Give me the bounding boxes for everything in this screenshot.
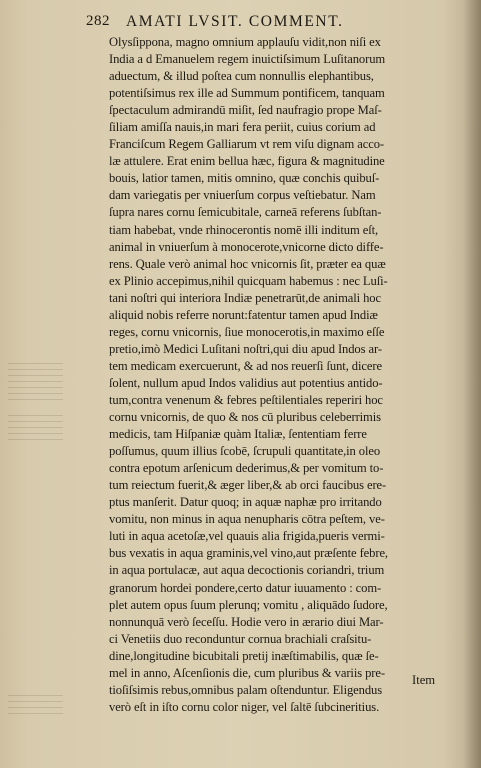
running-head: AMATI LVSIT. COMMENT. [126, 13, 344, 30]
text-line: ſpectaculum admirandū miſit, ſed naufragio prope Maſ- [109, 103, 382, 118]
text-line: nonnunquā verò ſeceſſu. Hodie vero in ærario diui Mar- [109, 614, 384, 629]
text-line: bus vexatis in aqua graminis,vel vino,aut præſente febre, [109, 546, 388, 561]
text-line: tum,contra venenum & febres peſtilentiales reperiri hoc [109, 392, 383, 407]
text-line: mel in anno, Aſcenſionis die, cum pluribus & variis pre- [109, 665, 385, 680]
page-header [86, 13, 446, 35]
text-line: aduectum, & illud poſtea cum nonnullis elephantibus, [109, 69, 374, 84]
text-line: tem medicam exercuerunt, & ad nos reuerſi ſunt, dicere [109, 358, 382, 373]
text-line: in aqua portulacæ, aut aqua decoctionis coriandri, trium [109, 563, 385, 578]
page-number: 282 [86, 13, 110, 29]
text-line: luti in aqua acetoſæ,vel quauis alia frigida,pueris vermi- [109, 529, 385, 544]
text-line: bouis, latior tamen, mitis omnino, quæ conchis quibuſ- [109, 171, 380, 186]
body-text [109, 34, 454, 716]
text-line: cornu vnicornis, de quo & nos cū pluribus celeberrimis [109, 410, 381, 425]
text-line: ſiliam amiſſa nauis,in mari fera periit, cuius corium ad [109, 120, 376, 135]
text-line: potentiſsimus rex ille ad Summum pontificem, tanquam [109, 86, 385, 101]
text-line: contra epotum arſenicum dederimus,& per vomitum to- [109, 461, 384, 476]
show-through-text [8, 690, 63, 714]
show-through-text [8, 360, 63, 400]
text-line: ex Plinio accepimus,nihil quicquam habemus : nec Luſi- [109, 273, 388, 288]
text-line: tum reiectum fuerit,& æger liber,& ab orci faucibus ere- [109, 478, 387, 493]
text-line: granorum hordei pondere,certo datur iuuamento : com- [109, 580, 382, 595]
show-through-text [8, 410, 63, 440]
text-line: dine,longitudine bicubitali pretij inæſtimabilis, quæ ſe- [109, 648, 379, 663]
text-line: poſſumus, quum illius ſcobē, ſcrupuli quantitate,in oleo [109, 444, 381, 459]
catchword: Item [412, 673, 436, 687]
text-line: rens. Quale verò animal hoc vnicornis ſit, præter ea quæ [109, 256, 386, 271]
text-line: aliquid nobis referre norunt:fatentur tamen apud Indiæ [109, 307, 378, 322]
text-line: India a d Emanuelem regem inuictiſsimum Luſitanorum [109, 52, 386, 67]
text-line: Olysſippona, magno omnium applauſu vidit,non niſi ex [109, 35, 381, 49]
text-line: ptus manſerit. Datur quoq; in aquæ naphæ pro irritando [109, 495, 382, 510]
text-line: dam variegatis per vniuerſum corpus veſtiebatur. Nam [109, 188, 376, 203]
text-line: ci Venetiis duo reconduntur cornua brachiali craſsitu- [109, 631, 372, 646]
text-line: vomitu, non minus in aqua nenupharis cōtra peſtem, ve- [109, 512, 385, 527]
text-line: tani noſtri qui interiora Indiæ penetrarūt,de animali hoc [109, 290, 381, 305]
text-line: Franciſcum Regem Galliarum vt rem viſu dignam acco- [109, 137, 385, 152]
page-edge-shadow [463, 0, 481, 768]
text-line: læ attulere. Erat enim bellua hæc, figura & magnitudine [109, 154, 385, 169]
text-line: tioſiſsimis rebus,omnibus palam oſtenduntur. Eligendus [109, 682, 383, 697]
text-line: plet autem opus ſuum plerunq; vomitu , aliquādo ſudore, [109, 597, 388, 612]
text-line: reges, cornu vnicornis, ſiue monocerotis,in maximo eſſe [109, 324, 385, 339]
text-line: verò eſt in iſto cornu color niger, vel ſaltē ſubcineritius. [109, 699, 380, 714]
text-line: ſupra nares cornu ſemicubitale, carneā referens ſubſtan- [109, 205, 382, 220]
text-line: medicis, tam Hiſpaniæ quàm Italiæ, ſententiam ferre [109, 427, 367, 442]
text-line: ſolent, nullum apud Indos validius aut potentius antido- [109, 375, 383, 390]
text-line: tiam habebat, vnde rhinocerontis nomē illi inditum eſt, [109, 222, 379, 237]
text-line: animal in vniuerſum à monocerote,vnicorne dicto diffe- [109, 239, 384, 254]
text-line: pretio,imò Medici Luſitani noſtri,qui diu apud Indos ar- [109, 341, 382, 356]
